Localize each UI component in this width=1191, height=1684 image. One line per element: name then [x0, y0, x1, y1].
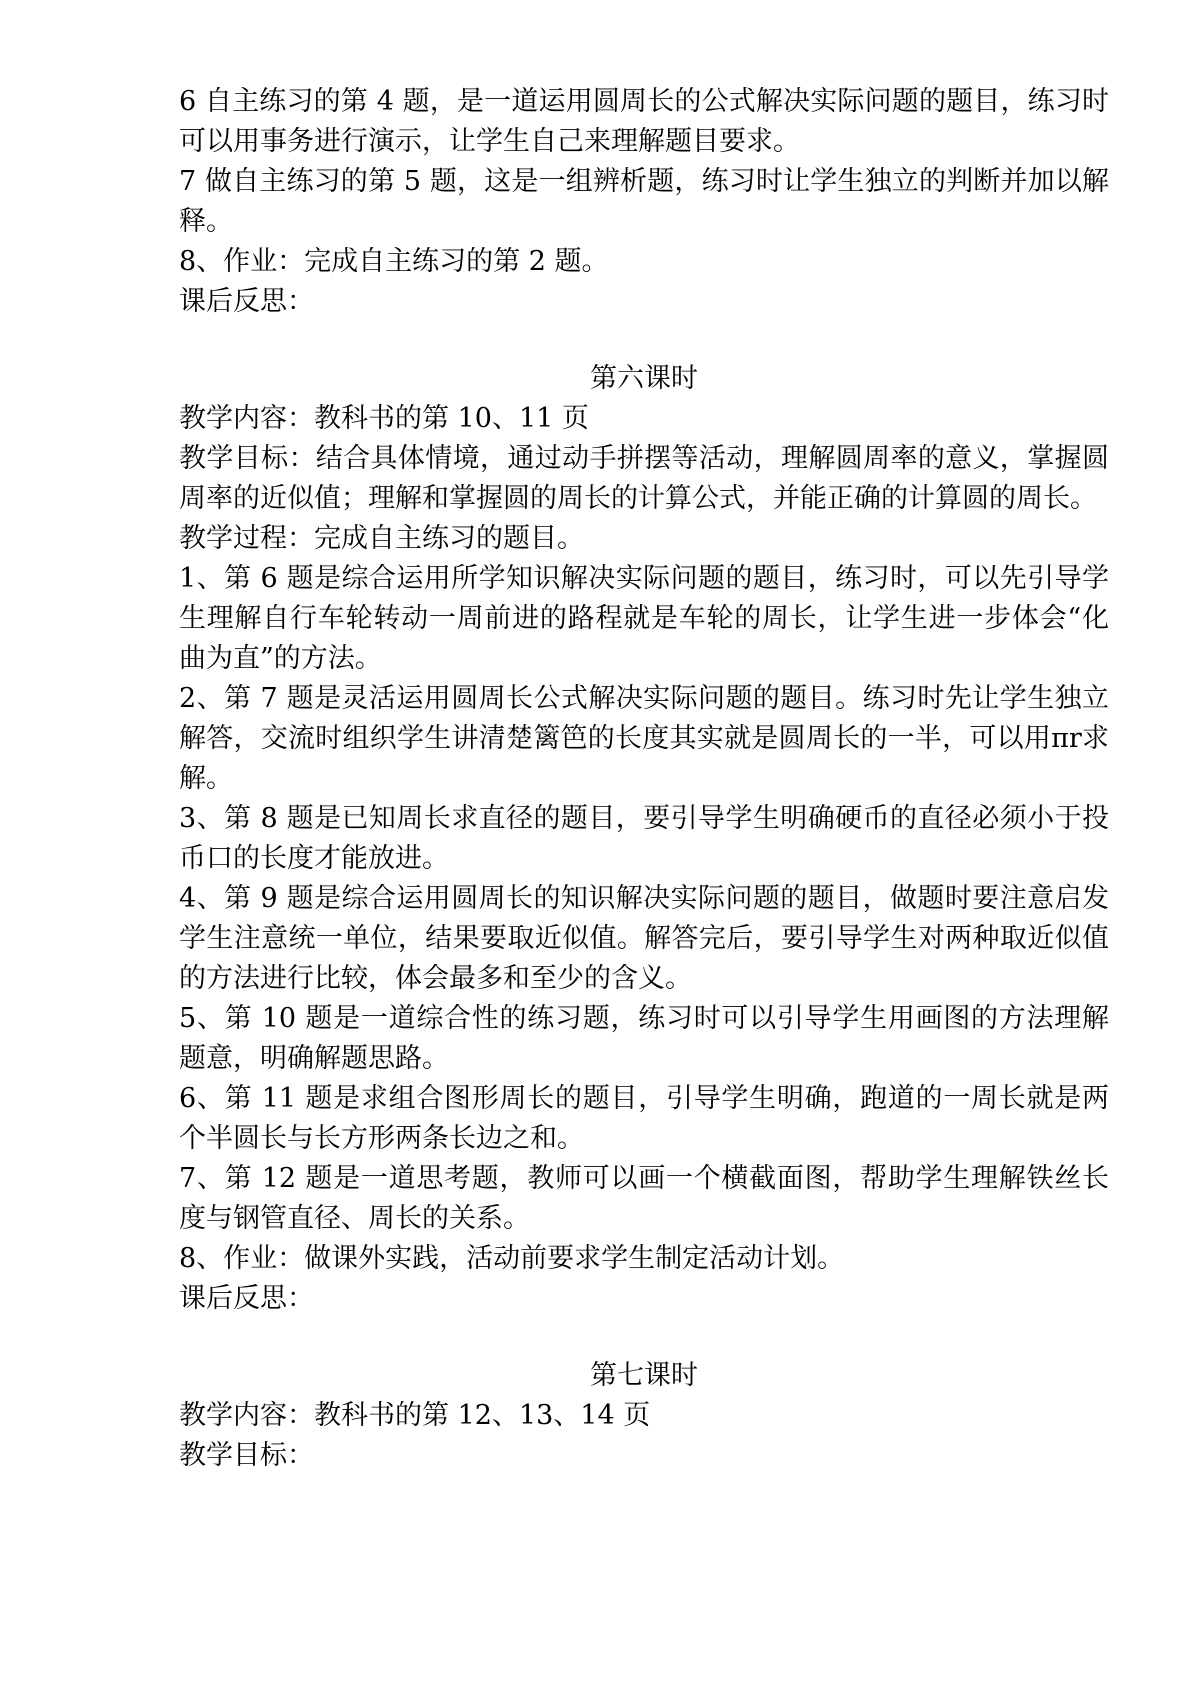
- section-heading-lesson-6: 第六课时: [590, 363, 698, 394]
- paragraph-item-1: 1、第 6 题是综合运用所学知识解决实际问题的题目，练习时，可以先引导学生理解自行车轮转动一周前进的路程就是车轮的周长，让学生进一步体会“化曲为直”的方法。: [179, 563, 1109, 674]
- paragraph-item-2: 2、第 7 题是灵活运用圆周长公式解决实际问题的题目。练习时先让学生独立解答，交流时组织学生讲清楚篱笆的长度其实就是圆周长的一半，可以用πr求解。: [179, 683, 1109, 794]
- paragraph-content: 教学内容：教科书的第 10、11 页: [179, 403, 589, 434]
- paragraph-reflection: 课后反思：: [179, 286, 314, 317]
- paragraph-reflection: 课后反思：: [179, 1283, 314, 1314]
- paragraph-practice-6: 6 自主练习的第 4 题，是一道运用圆周长的公式解决实际问题的题目，练习时可以用事务进行演示，让学生自己来理解题目要求。: [179, 86, 1109, 157]
- paragraph-content: 教学内容：教科书的第 12、13、14 页: [179, 1400, 651, 1431]
- section-heading-lesson-7: 第七课时: [590, 1360, 698, 1391]
- paragraph-item-4: 4、第 9 题是综合运用圆周长的知识解决实际问题的题目，做题时要注意启发学生注意统一单位，结果要取近似值。解答完后，要引导学生对两种取近似值的方法进行比较，体会最多和至少的含义。: [179, 883, 1109, 994]
- section-gap: [179, 1319, 1109, 1356]
- paragraph-item-8: 8、作业：做课外实践，活动前要求学生制定活动计划。: [179, 1243, 845, 1274]
- paragraph-item-5: 5、第 10 题是一道综合性的练习题，练习时可以引导学生用画图的方法理解题意，明确解题思路。: [179, 1003, 1109, 1074]
- paragraph-practice-7: 7 做自主练习的第 5 题，这是一组辨析题，练习时让学生独立的判断并加以解释。: [179, 166, 1109, 237]
- paragraph-item-6: 6、第 11 题是求组合图形周长的题目，引导学生明确，跑道的一周长就是两个半圆长与长方形两条长边之和。: [179, 1083, 1109, 1154]
- paragraph-homework: 8、作业：完成自主练习的第 2 题。: [179, 246, 609, 277]
- paragraph-goal: 教学目标：: [179, 1440, 314, 1471]
- document-page: [179, 82, 1109, 1476]
- paragraph-goal: 教学目标：结合具体情境，通过动手拼摆等活动，理解圆周率的意义，掌握圆周率的近似值；理解和掌握圆的周长的计算公式，并能正确的计算圆的周长。: [179, 443, 1109, 514]
- paragraph-item-3: 3、第 8 题是已知周长求直径的题目，要引导学生明确硬币的直径必须小于投币口的长度才能放进。: [179, 803, 1109, 874]
- paragraph-item-7: 7、第 12 题是一道思考题，教师可以画一个横截面图，帮助学生理解铁丝长度与钢管直径、周长的关系。: [179, 1163, 1109, 1234]
- paragraph-process: 教学过程：完成自主练习的题目。: [179, 523, 584, 554]
- section-gap: [179, 322, 1109, 359]
